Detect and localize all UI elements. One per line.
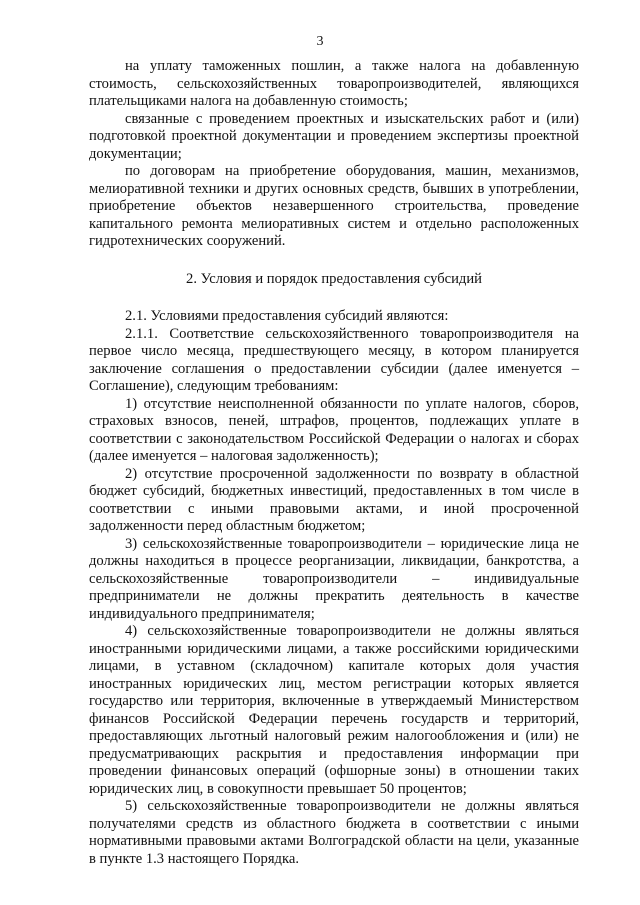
document-body xyxy=(89,58,579,868)
requirement-1-no-tax-debt: 1) отсутствие неисполненной обязанности по уплате налогов, сборов, страховых взносов, пеней, штрафов, процентов, подлежащих уплате в соответствии с законодательством Российской Федерации о налогах и сборах (далее именуется – налоговая задолженность); xyxy=(89,395,579,464)
section-heading: 2. Условия и порядок предоставления субсидий xyxy=(186,270,482,287)
paragraph-customs-duties: на уплату таможенных пошлин, а также налога на добавленную стоимость, сельскохозяйственных товаропроизводителей, являющихся плательщиками налога на добавленную стоимость; xyxy=(89,58,579,109)
paragraph-2-1-1-compliance: 2.1.1. Соответствие сельскохозяйственного товаропроизводителя на первое число месяца, предшествующего месяцу, в котором планируется заключение соглашения о предоставлении субсидии (далее именуется – Соглашение), следующим требованиям: xyxy=(89,325,579,394)
requirement-3-no-reorganization: 3) сельскохозяйственные товаропроизводители – юридические лица не должны находиться в процессе реорганизации, ликвидации, банкротства, а сельскохозяйственные товаропроизводители – индивидуальные предприниматели не должны прекратить деятельность в качестве индивидуального предпринимателя; xyxy=(89,535,579,622)
requirement-2-no-overdue-debt: 2) отсутствие просроченной задолженности по возврату в областной бюджет субсидий, бюджетных инвестиций, предоставленных в том числе в соответствии с иными правовыми актами, и иной просроченной задолженности перед областным бюджетом; xyxy=(89,465,579,534)
requirement-5-no-other-funds: 5) сельскохозяйственные товаропроизводители не должны являться получателями средств из областного бюджета в соответствии с иными нормативными правовыми актами Волгоградской области на цели, указанные в пункте 1.3 настоящего Порядка. xyxy=(89,798,579,867)
page-number: 3 xyxy=(316,34,324,49)
paragraph-used-equipment-contracts: по договорам на приобретение оборудования, машин, механизмов, мелиоративной техники и других основных средств, бывших в употреблении, приобретение объектов незавершенного строительства, проведение капитального ремонта мелиоративных систем и отдельно расположенных гидротехнических сооружений. xyxy=(89,163,579,249)
paragraph-design-survey-works: связанные с проведением проектных и изыскательских работ и (или) подготовкой проектной документации и проведением экспертизы проектной документации; xyxy=(89,110,579,162)
paragraph-2-1-conditions: 2.1. Условиями предоставления субсидий являются: xyxy=(125,308,449,324)
requirement-4-no-foreign-entity: 4) сельскохозяйственные товаропроизводители не должны являться иностранными юридическими лицами, а также российскими юридическими лицами, в уставном (складочном) капитале которых доля участия иностранных юридических лиц, местом регистрации которых является государство или территория, включенные в утверждаемый Министерством финансов Российской Федерации перечень государств и территорий, предоставляющих льготный налоговый режим налогообложения и (или) не предусматривающих раскрытия и предоставления информации при проведении финансовых операций (офшорные зоны) в отношении таких юридических лиц, в совокупности превышает 50 процентов; xyxy=(89,623,579,797)
